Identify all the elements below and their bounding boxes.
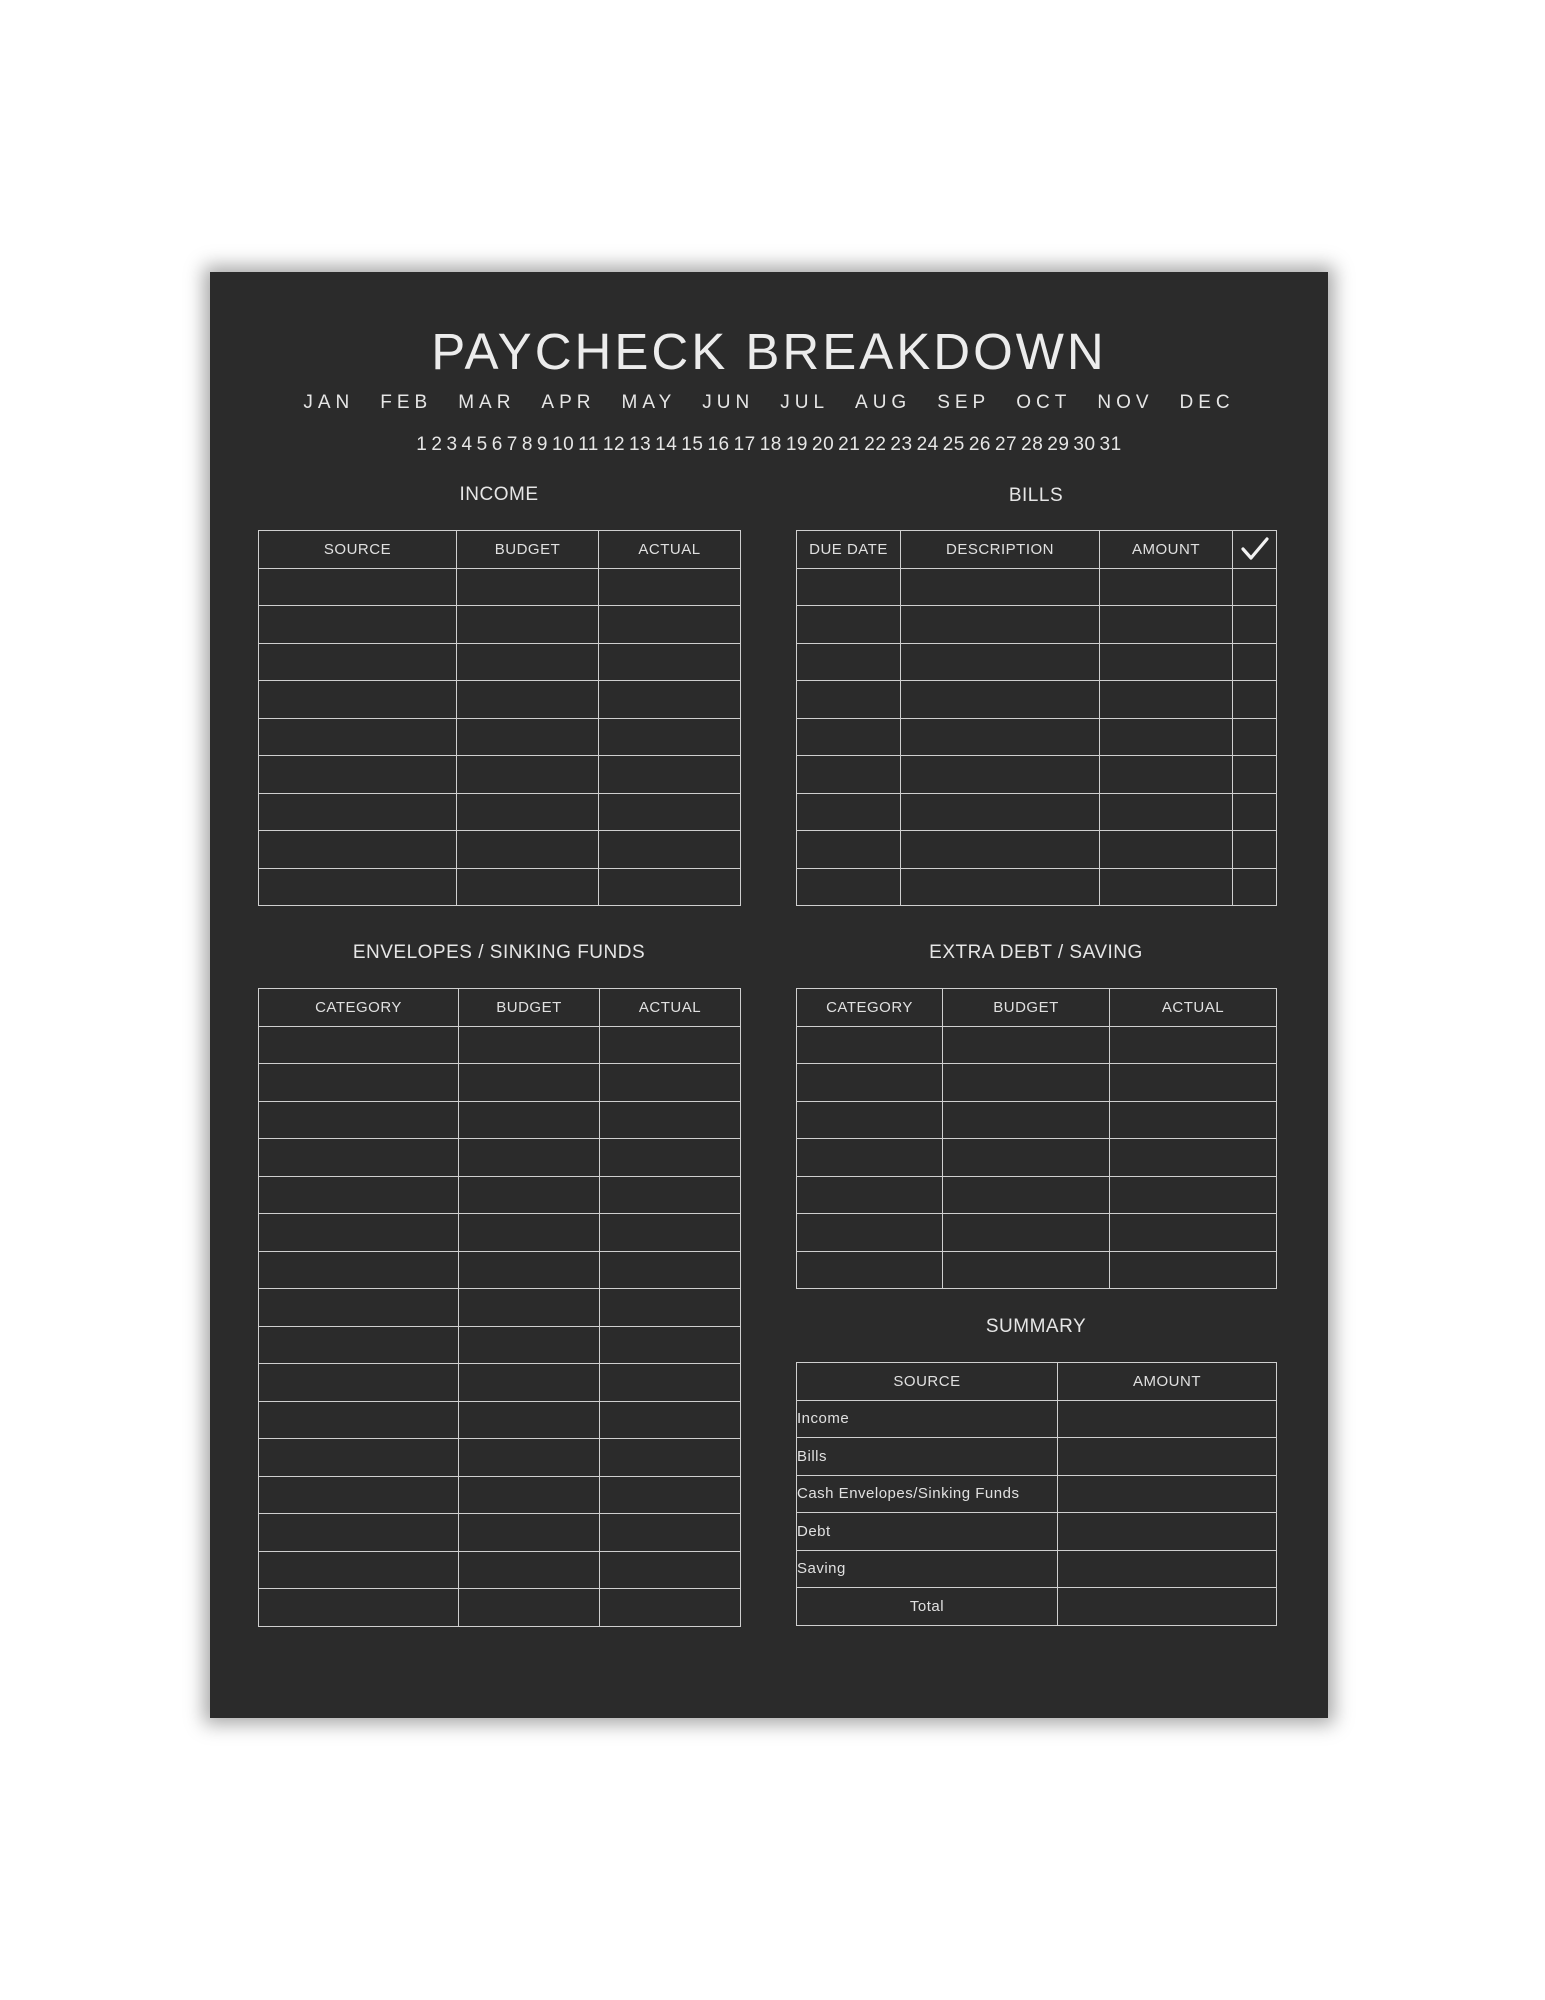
entry-cell[interactable] [259,1514,459,1552]
summary-row [797,1438,1277,1476]
bills-header-due-date: DUE DATE [797,531,901,569]
entry-cell[interactable] [259,1439,459,1477]
entry-cell[interactable] [901,568,1100,606]
entry-cell[interactable] [1100,568,1233,606]
entry-cell[interactable] [901,793,1100,831]
day-11[interactable]: 11 [578,434,599,455]
entry-cell[interactable] [459,1551,600,1589]
entry-cell[interactable] [901,643,1100,681]
table-row [797,756,1277,794]
entry-cell[interactable] [1100,868,1233,906]
entry-cell[interactable] [459,1176,600,1214]
income-header-source: SOURCE [259,531,457,569]
day-15[interactable]: 15 [681,434,704,455]
entry-cell[interactable] [1233,793,1277,831]
day-8[interactable]: 8 [521,434,533,455]
entry-cell[interactable] [259,1176,459,1214]
day-27[interactable]: 27 [994,434,1018,455]
table-row [259,1251,741,1289]
table-row [797,1214,1277,1252]
entry-cell[interactable] [259,568,457,606]
day-1[interactable]: 1 [416,434,428,455]
entry-cell[interactable] [943,1064,1110,1102]
entry-cell[interactable] [259,756,457,794]
entry-cell[interactable] [259,1401,459,1439]
table-row [259,1289,741,1327]
day-18[interactable]: 18 [759,434,782,455]
entry-cell[interactable] [943,1026,1110,1064]
table-row [259,1551,741,1589]
entry-cell[interactable] [797,1176,943,1214]
entry-cell[interactable] [259,1364,459,1402]
entry-cell[interactable] [457,756,599,794]
summary-row [797,1475,1277,1513]
entry-cell[interactable] [797,1251,943,1289]
entry-cell[interactable] [259,831,457,869]
month-oct[interactable]: OCT [1016,392,1072,413]
entry-cell[interactable] [457,718,599,756]
entry-cell[interactable] [259,718,457,756]
table-row [259,756,741,794]
income-header-budget: BUDGET [457,531,599,569]
entry-cell[interactable] [797,793,901,831]
summary-amount-cell[interactable] [1058,1550,1277,1588]
entry-cell[interactable] [459,1514,600,1552]
entry-cell[interactable] [943,1101,1110,1139]
table-row [259,1176,741,1214]
table-row [797,1251,1277,1289]
entry-cell[interactable] [1100,831,1233,869]
table-row [259,643,741,681]
entry-cell[interactable] [600,1026,741,1064]
entry-cell[interactable] [600,1439,741,1477]
day-25[interactable]: 25 [942,434,965,455]
table-row [259,793,741,831]
day-19[interactable]: 19 [785,434,808,455]
entry-cell[interactable] [797,1064,943,1102]
entry-cell[interactable] [1233,606,1277,644]
table-row [797,643,1277,681]
summary-row-label: Bills [797,1438,1058,1476]
entry-cell[interactable] [1110,1214,1277,1252]
entry-cell[interactable] [599,793,741,831]
bills-header-paid [1233,531,1277,569]
entry-cell[interactable] [259,606,457,644]
entry-cell[interactable] [459,1326,600,1364]
entry-cell[interactable] [943,1214,1110,1252]
entry-cell[interactable] [259,1326,459,1364]
entry-cell[interactable] [599,606,741,644]
entry-cell[interactable] [457,568,599,606]
table-row [797,1064,1277,1102]
entry-cell[interactable] [259,1064,459,1102]
month-dec[interactable]: DEC [1179,392,1235,413]
entry-cell[interactable] [457,643,599,681]
month-nov[interactable]: NOV [1097,392,1154,413]
entry-cell[interactable] [1110,1026,1277,1064]
day-14[interactable]: 14 [655,434,678,455]
entry-cell[interactable] [600,1401,741,1439]
entry-cell[interactable] [259,1589,459,1627]
envelopes-header-budget: BUDGET [459,989,600,1027]
entry-cell[interactable] [600,1176,741,1214]
entry-cell[interactable] [259,1139,459,1177]
entry-cell[interactable] [259,793,457,831]
table-row [259,681,741,719]
bills-header-amount: AMOUNT [1100,531,1233,569]
entry-cell[interactable] [459,1101,600,1139]
day-13[interactable]: 13 [629,434,652,455]
entry-cell[interactable] [459,1214,600,1252]
day-16[interactable]: 16 [707,434,730,455]
bills-table [796,530,1277,906]
entry-cell[interactable] [599,643,741,681]
entry-cell[interactable] [259,681,457,719]
month-may[interactable]: MAY [621,392,677,413]
entry-cell[interactable] [943,1176,1110,1214]
entry-cell[interactable] [599,718,741,756]
day-22[interactable]: 22 [864,434,887,455]
entry-cell[interactable] [459,1439,600,1477]
table-row [797,793,1277,831]
entry-cell[interactable] [600,1214,741,1252]
summary-header-amount: AMOUNT [1058,1363,1277,1401]
table-row [797,568,1277,606]
month-selector [210,392,1328,414]
entry-cell[interactable] [1233,681,1277,719]
extra-title: EXTRA DEBT / SAVING [929,942,1143,963]
month-feb[interactable]: FEB [380,392,433,413]
summary-row-label: Saving [797,1550,1058,1588]
entry-cell[interactable] [1100,606,1233,644]
summary-total-label: Total [797,1588,1058,1626]
entry-cell[interactable] [259,643,457,681]
table-row [259,1326,741,1364]
entry-cell[interactable] [600,1326,741,1364]
day-6[interactable]: 6 [491,434,503,455]
entry-cell[interactable] [600,1289,741,1327]
entry-cell[interactable] [797,1101,943,1139]
checkmark-icon [1240,536,1270,562]
entry-cell[interactable] [259,1026,459,1064]
entry-cell[interactable] [1100,643,1233,681]
summary-amount-cell[interactable] [1058,1438,1277,1476]
summary-table [796,1362,1277,1626]
extra-header-actual: ACTUAL [1110,989,1277,1027]
entry-cell[interactable] [259,1251,459,1289]
day-9[interactable]: 9 [536,434,548,455]
entry-cell[interactable] [1233,718,1277,756]
day-30[interactable]: 30 [1073,434,1096,455]
entry-cell[interactable] [1233,756,1277,794]
table-row [259,606,741,644]
entry-cell[interactable] [901,756,1100,794]
day-20[interactable]: 20 [812,434,835,455]
entry-cell[interactable] [459,1026,600,1064]
table-row [259,1214,741,1252]
entry-cell[interactable] [797,606,901,644]
income-title: INCOME [459,484,539,505]
summary-row [797,1513,1277,1551]
entry-cell[interactable] [797,1214,943,1252]
table-row [259,1064,741,1102]
entry-cell[interactable] [797,681,901,719]
entry-cell[interactable] [459,1064,600,1102]
day-2[interactable]: 2 [431,434,443,455]
income-table [258,530,741,906]
summary-header-source: SOURCE [797,1363,1058,1401]
entry-cell[interactable] [797,1026,943,1064]
day-3[interactable]: 3 [446,434,458,455]
entry-cell[interactable] [600,1064,741,1102]
table-row [797,868,1277,906]
entry-cell[interactable] [797,568,901,606]
entry-cell[interactable] [943,1251,1110,1289]
entry-cell[interactable] [797,831,901,869]
entry-cell[interactable] [797,643,901,681]
month-jul[interactable]: JUL [780,392,830,413]
entry-cell[interactable] [1100,756,1233,794]
entry-cell[interactable] [600,1476,741,1514]
table-row [259,718,741,756]
entry-cell[interactable] [459,1476,600,1514]
table-row [259,1439,741,1477]
entry-cell[interactable] [259,1551,459,1589]
table-row [797,718,1277,756]
entry-cell[interactable] [259,1476,459,1514]
summary-row [797,1400,1277,1438]
day-17[interactable]: 17 [733,434,756,455]
table-row [797,1139,1277,1177]
entry-cell[interactable] [459,1364,600,1402]
extra-header-category: CATEGORY [797,989,943,1027]
table-row [259,1139,741,1177]
day-31[interactable]: 31 [1099,434,1122,455]
table-row [259,1476,741,1514]
entry-cell[interactable] [259,868,457,906]
month-jun[interactable]: JUN [702,392,755,413]
entry-cell[interactable] [599,681,741,719]
day-10[interactable]: 10 [552,434,575,455]
month-jan[interactable]: JAN [303,392,355,413]
entry-cell[interactable] [459,1139,600,1177]
month-apr[interactable]: APR [541,392,596,413]
entry-cell[interactable] [1233,831,1277,869]
summary-row-label: Cash Envelopes/Sinking Funds [797,1475,1058,1513]
entry-cell[interactable] [901,681,1100,719]
table-row [797,606,1277,644]
entry-cell[interactable] [600,1551,741,1589]
entry-cell[interactable] [600,1589,741,1627]
entry-cell[interactable] [459,1589,600,1627]
entry-cell[interactable] [1100,681,1233,719]
day-23[interactable]: 23 [890,434,913,455]
entry-cell[interactable] [600,1139,741,1177]
summary-row [797,1550,1277,1588]
day-29[interactable]: 29 [1047,434,1070,455]
summary-total-row [797,1588,1277,1626]
table-row [259,1364,741,1402]
entry-cell[interactable] [901,718,1100,756]
summary-row-label: Income [797,1400,1058,1438]
table-row [259,1514,741,1552]
summary-amount-cell[interactable] [1058,1513,1277,1551]
entry-cell[interactable] [600,1364,741,1402]
entry-cell[interactable] [599,568,741,606]
day-28[interactable]: 28 [1021,434,1044,455]
entry-cell[interactable] [459,1401,600,1439]
envelopes-table [258,988,741,1627]
bills-header-description: DESCRIPTION [901,531,1100,569]
entry-cell[interactable] [259,1101,459,1139]
summary-row-label: Debt [797,1513,1058,1551]
entry-cell[interactable] [1110,1064,1277,1102]
table-row [259,1101,741,1139]
month-sep[interactable]: SEP [937,392,991,413]
day-12[interactable]: 12 [602,434,626,455]
entry-cell[interactable] [457,793,599,831]
entry-cell[interactable] [797,1139,943,1177]
entry-cell[interactable] [797,756,901,794]
entry-cell[interactable] [457,681,599,719]
bills-title: BILLS [1008,485,1064,506]
table-row [797,1176,1277,1214]
entry-cell[interactable] [901,606,1100,644]
table-row [259,1589,741,1627]
day-21[interactable]: 21 [838,434,861,455]
entry-cell[interactable] [1233,868,1277,906]
entry-cell[interactable] [459,1289,600,1327]
entry-cell[interactable] [1110,1139,1277,1177]
table-row [797,1026,1277,1064]
entry-cell[interactable] [1110,1251,1277,1289]
entry-cell[interactable] [943,1139,1110,1177]
summary-amount-cell[interactable] [1058,1400,1277,1438]
day-24[interactable]: 24 [916,434,939,455]
entry-cell[interactable] [459,1251,600,1289]
entry-cell[interactable] [1110,1176,1277,1214]
table-row [259,568,741,606]
month-aug[interactable]: AUG [855,392,912,413]
table-row [259,1026,741,1064]
entry-cell[interactable] [259,1214,459,1252]
envelopes-header-category: CATEGORY [259,989,459,1027]
envelopes-header-actual: ACTUAL [600,989,741,1027]
entry-cell[interactable] [600,1101,741,1139]
table-row [259,868,741,906]
table-row [259,831,741,869]
entry-cell[interactable] [457,606,599,644]
entry-cell[interactable] [1100,793,1233,831]
entry-cell[interactable] [599,756,741,794]
day-selector [210,434,1328,456]
entry-cell[interactable] [901,868,1100,906]
summary-total-cell[interactable] [1058,1588,1277,1626]
table-row [797,1101,1277,1139]
summary-amount-cell[interactable] [1058,1475,1277,1513]
table-row [797,681,1277,719]
day-5[interactable]: 5 [476,434,488,455]
table-row [259,1401,741,1439]
entry-cell[interactable] [259,1289,459,1327]
page-title: PAYCHECK BREAKDOWN [431,323,1107,380]
entry-cell[interactable] [797,718,901,756]
entry-cell[interactable] [901,831,1100,869]
entry-cell[interactable] [457,831,599,869]
entry-cell[interactable] [599,868,741,906]
entry-cell[interactable] [1100,718,1233,756]
month-mar[interactable]: MAR [458,392,516,413]
entry-cell[interactable] [1110,1101,1277,1139]
entry-cell[interactable] [600,1514,741,1552]
entry-cell[interactable] [457,868,599,906]
day-26[interactable]: 26 [968,434,991,455]
summary-title: SUMMARY [985,1316,1087,1337]
entry-cell[interactable] [1233,568,1277,606]
extra-header-budget: BUDGET [943,989,1110,1027]
day-4[interactable]: 4 [461,434,473,455]
planner-sheet [210,272,1328,1718]
envelopes-title: ENVELOPES / SINKING FUNDS [352,942,646,963]
table-row [797,831,1277,869]
entry-cell[interactable] [599,831,741,869]
extra-table [796,988,1277,1289]
day-7[interactable]: 7 [506,434,518,455]
entry-cell[interactable] [600,1251,741,1289]
entry-cell[interactable] [797,868,901,906]
income-header-actual: ACTUAL [599,531,741,569]
entry-cell[interactable] [1233,643,1277,681]
